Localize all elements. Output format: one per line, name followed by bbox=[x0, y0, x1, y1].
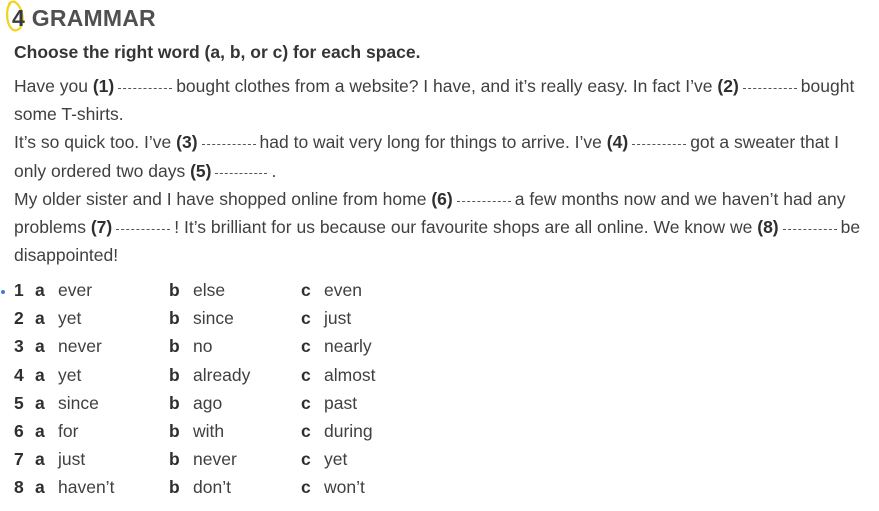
passage-text-segment: got a sweater that I only ordered two days bbox=[14, 132, 840, 181]
option-b[interactable]: already bbox=[193, 364, 251, 385]
option-c[interactable]: just bbox=[324, 308, 352, 329]
option-c[interactable]: during bbox=[324, 420, 373, 441]
option-letter-a: a bbox=[35, 420, 45, 441]
option-b[interactable]: no bbox=[193, 336, 213, 357]
answer-blank[interactable] bbox=[215, 173, 267, 174]
passage-text bbox=[14, 72, 869, 269]
option-letter-b: b bbox=[169, 364, 180, 385]
options-list bbox=[14, 277, 574, 503]
option-c[interactable]: nearly bbox=[324, 336, 372, 357]
option-letter-b: b bbox=[169, 392, 180, 413]
option-letter-c: c bbox=[301, 364, 311, 385]
option-letter-a: a bbox=[35, 392, 45, 413]
gap-number: (2) bbox=[717, 76, 739, 96]
question-number: 7 bbox=[14, 449, 24, 470]
option-row bbox=[14, 333, 574, 361]
question-number: 8 bbox=[14, 477, 24, 498]
passage-text-segment: a few months now and we haven’t had any problems bbox=[14, 188, 846, 238]
option-letter-a: a bbox=[35, 308, 45, 329]
option-a[interactable]: yet bbox=[58, 308, 82, 329]
option-c[interactable]: almost bbox=[324, 364, 376, 385]
option-row bbox=[14, 305, 574, 333]
section-title: GRAMMAR bbox=[31, 4, 156, 31]
option-letter-a: a bbox=[35, 280, 45, 300]
instruction-text: Choose the right word (a, b, or c) for each space. bbox=[14, 42, 421, 62]
option-b[interactable]: with bbox=[193, 420, 225, 441]
passage-text-segment: . bbox=[271, 160, 277, 181]
passage-text-segment: My older sister and I have shopped online from home bbox=[14, 188, 427, 209]
question-number: 4 bbox=[14, 364, 24, 385]
answer-blank[interactable] bbox=[743, 88, 797, 89]
option-letter-c: c bbox=[301, 420, 311, 441]
option-b[interactable]: don’t bbox=[193, 477, 231, 498]
gap-number: (8) bbox=[757, 217, 779, 238]
option-letter-b: b bbox=[169, 308, 180, 329]
option-letter-c: c bbox=[301, 336, 311, 357]
question-number: 5 bbox=[14, 392, 24, 413]
option-row bbox=[14, 446, 574, 474]
answer-blank[interactable] bbox=[118, 88, 172, 89]
option-b[interactable]: else bbox=[193, 280, 226, 300]
gap-number: (5) bbox=[190, 160, 212, 181]
question-number: 2 bbox=[14, 308, 24, 329]
gap-number: (4) bbox=[606, 132, 629, 153]
passage-text-segment: ! It’s brilliant for us because our favourite shops are all online. We know we bbox=[174, 217, 753, 238]
answer-blank[interactable] bbox=[632, 144, 686, 145]
option-letter-a: a bbox=[35, 364, 45, 385]
passage-text-segment: bought clothes from a website? I have, and it’s really easy. In fact I’ve bbox=[176, 76, 713, 96]
option-letter-c: c bbox=[301, 449, 311, 470]
answer-blank[interactable] bbox=[783, 229, 837, 230]
option-c[interactable]: even bbox=[324, 280, 362, 300]
option-a[interactable]: yet bbox=[58, 364, 82, 385]
answer-blank[interactable] bbox=[116, 229, 170, 230]
gap-number: (7) bbox=[90, 217, 113, 238]
option-c[interactable]: yet bbox=[324, 449, 348, 470]
option-letter-b: b bbox=[169, 336, 180, 357]
option-letter-a: a bbox=[35, 477, 45, 498]
option-letter-a: a bbox=[35, 449, 45, 470]
passage-text-segment: It’s so quick too. I’ve bbox=[14, 132, 172, 153]
option-row bbox=[14, 474, 574, 502]
option-letter-c: c bbox=[301, 308, 311, 329]
option-a[interactable]: just bbox=[58, 449, 86, 470]
answer-blank[interactable] bbox=[202, 144, 256, 145]
option-b[interactable]: since bbox=[193, 308, 234, 329]
gap-number: (6) bbox=[431, 188, 453, 209]
answer-blank[interactable] bbox=[457, 201, 511, 202]
option-row bbox=[14, 277, 574, 305]
option-letter-c: c bbox=[301, 392, 311, 413]
margin-dot bbox=[1, 290, 5, 294]
option-c[interactable]: past bbox=[324, 392, 358, 413]
option-letter-b: b bbox=[169, 477, 180, 498]
option-a[interactable]: never bbox=[58, 336, 102, 357]
section-header bbox=[6, 2, 156, 34]
question-number: 1 bbox=[14, 280, 24, 300]
gap-number: (1) bbox=[92, 76, 115, 96]
option-letter-b: b bbox=[169, 449, 180, 470]
option-letter-c: c bbox=[301, 477, 311, 498]
section-number: 4 bbox=[12, 4, 25, 31]
gap-number: (3) bbox=[176, 132, 198, 153]
option-row bbox=[14, 390, 574, 418]
passage-text-segment: bought some T-shirts. bbox=[14, 76, 855, 125]
question-number: 6 bbox=[14, 420, 24, 441]
option-letter-c: c bbox=[301, 280, 311, 300]
passage-text-segment: Have you bbox=[14, 76, 88, 96]
option-letter-a: a bbox=[35, 336, 45, 357]
passage-text-segment: be disappointed! bbox=[14, 217, 861, 266]
option-b[interactable]: never bbox=[193, 449, 237, 470]
option-row bbox=[14, 362, 574, 390]
question-number: 3 bbox=[14, 336, 24, 357]
option-c[interactable]: won’t bbox=[324, 477, 365, 498]
passage-text-segment: had to wait very long for things to arrive. I’ve bbox=[259, 132, 602, 153]
option-a[interactable]: for bbox=[58, 420, 79, 441]
option-a[interactable]: haven’t bbox=[58, 477, 115, 498]
option-a[interactable]: ever bbox=[58, 280, 93, 300]
option-a[interactable]: since bbox=[58, 392, 99, 413]
option-b[interactable]: ago bbox=[193, 392, 223, 413]
option-letter-b: b bbox=[169, 420, 180, 441]
option-row bbox=[14, 418, 574, 446]
option-letter-b: b bbox=[169, 280, 180, 300]
